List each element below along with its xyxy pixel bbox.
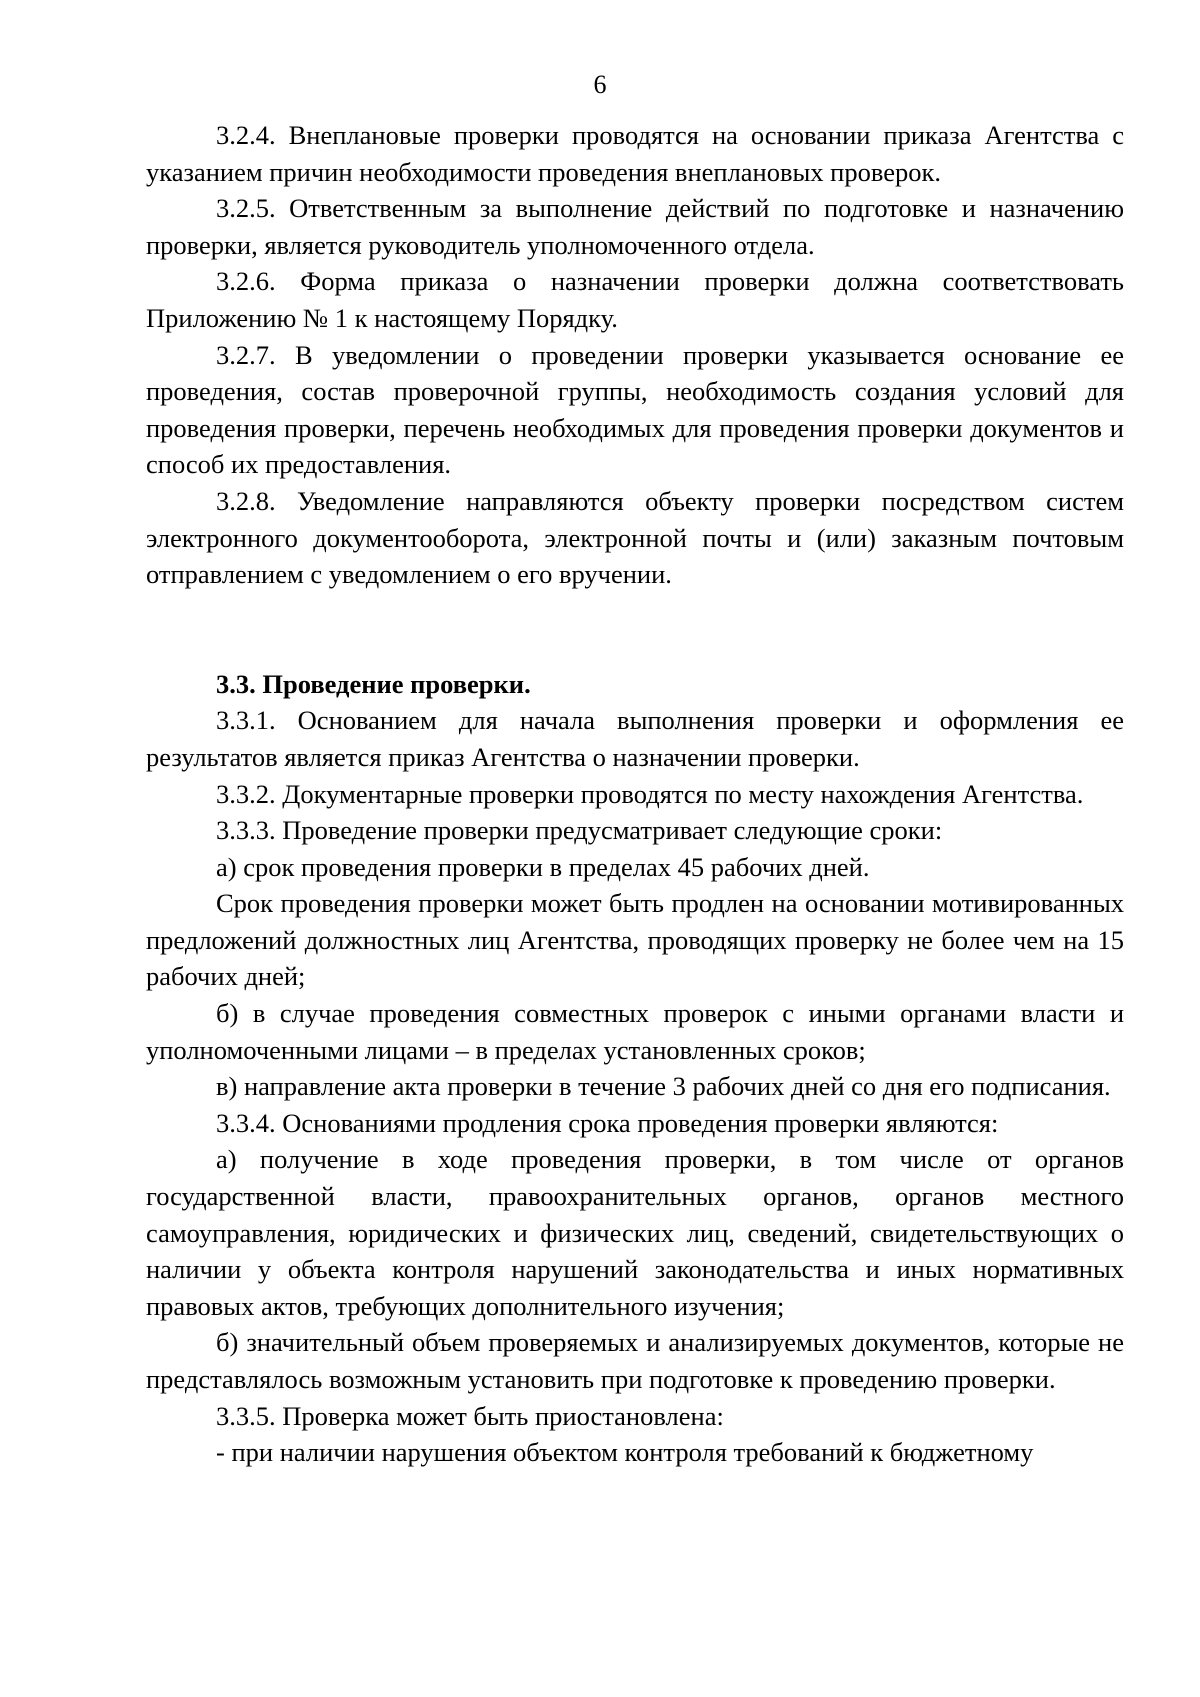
list-item-a-grounds: а) получение в ходе проведения проверки, в том числе от органов государственной власти, правоохранительных органов, органов местного самоуправления, юридических и физических лиц, сведений, свидетельствующих о наличии у объекта контроля нарушений законодательства и иных нормативных правовых актов, требующих дополнительного изучения; bbox=[146, 1144, 1124, 1321]
paragraph-3-3-2: 3.3.2. Документарные проверки проводятся по месту нахождения Агентства. bbox=[216, 778, 1084, 809]
paragraph-extension: Срок проведения проверки может быть продлен на основании мотивированных предложений должностных лиц Агентства, проводящих проверку не более чем на 15 рабочих дней; bbox=[146, 888, 1124, 992]
list-item-v: в) направление акта проверки в течение 3 рабочих дней со дня его подписания. bbox=[216, 1071, 1111, 1102]
paragraph-3-3-3: 3.3.3. Проведение проверки предусматривает следующие сроки: bbox=[216, 815, 943, 846]
paragraph-3-3-4: 3.3.4. Основаниями продления срока проведения проверки являются: bbox=[216, 1107, 999, 1138]
paragraph-3-2-4: 3.2.4. Внеплановые проверки проводятся на основании приказа Агентства с указанием причин необходимости проведения внеплановых проверок. bbox=[146, 120, 1124, 187]
section-heading: 3.3. Проведение проверки. bbox=[216, 668, 531, 699]
paragraph-3-3-1: 3.3.1. Основанием для начала выполнения проверки и оформления ее результатов является приказ Агентства о назначении проверки. bbox=[146, 705, 1124, 772]
paragraph-3-2-5: 3.2.5. Ответственным за выполнение действий по подготовке и назначению проверки, является руководитель уполномоченного отдела. bbox=[146, 193, 1124, 260]
document-body bbox=[146, 117, 1124, 1471]
list-item-dash: - при наличии нарушения объектом контроля требований к бюджетному bbox=[216, 1437, 1034, 1468]
section-spacer bbox=[146, 593, 1124, 666]
list-item-b: б) в случае проведения совместных проверок с иными органами власти и уполномоченными лицами – в пределах установленных сроков; bbox=[146, 998, 1124, 1065]
list-item-a: а) срок проведения проверки в пределах 45 рабочих дней. bbox=[216, 851, 870, 882]
paragraph-3-2-7: 3.2.7. В уведомлении о проведении проверки указывается основание ее проведения, состав проверочной группы, необходимость создания условий для проведения проверки, перечень необходимых для проведения проверки документов и способ их предоставления. bbox=[146, 339, 1124, 480]
paragraph-3-3-5: 3.3.5. Проверка может быть приостановлена: bbox=[216, 1400, 724, 1431]
list-item-b-grounds: б) значительный объем проверяемых и анализируемых документов, которые не представлялось возможным установить при подготовке к проведению проверки. bbox=[146, 1327, 1124, 1394]
paragraph-3-2-8: 3.2.8. Уведомление направляются объекту проверки посредством систем электронного документооборота, электронной почты и (или) заказным почтовым отправлением с уведомлением о его вручении. bbox=[146, 485, 1124, 590]
paragraph-3-2-6: 3.2.6. Форма приказа о назначении проверки должна соответствовать Приложению № 1 к настоящему Порядку. bbox=[146, 266, 1124, 333]
page-number: 6 bbox=[593, 70, 607, 99]
